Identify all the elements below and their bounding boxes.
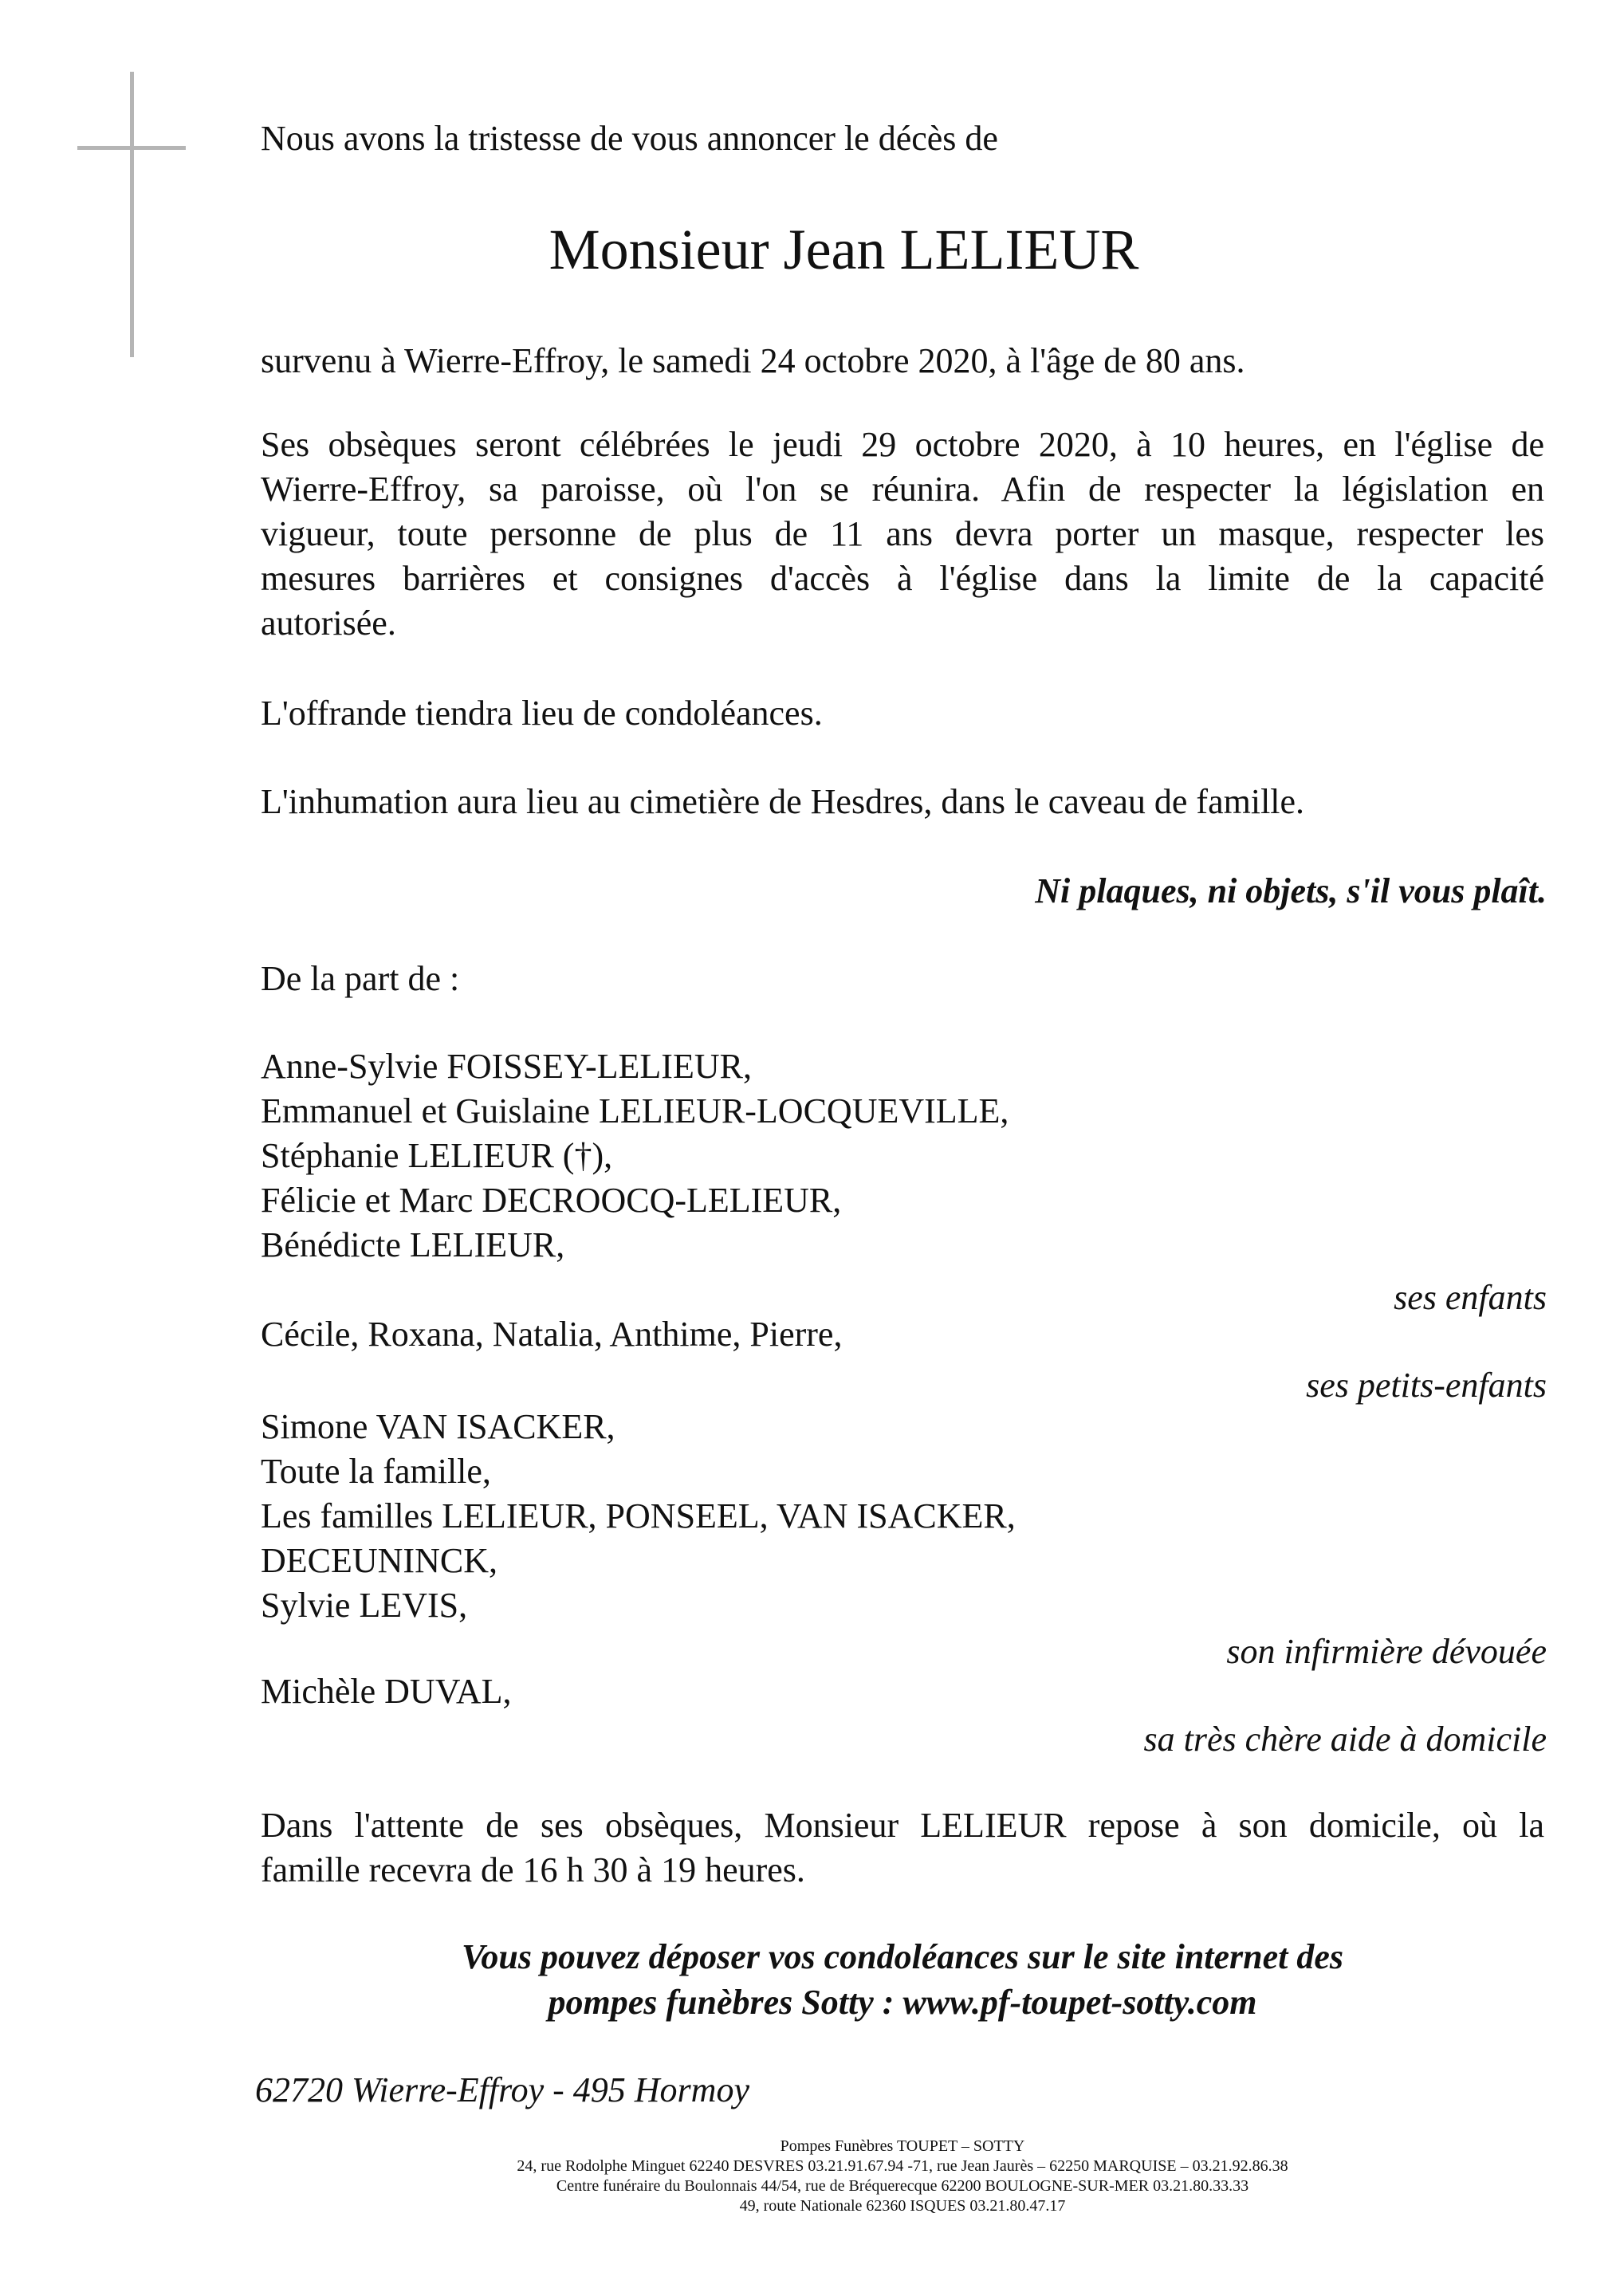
helper-name: Michèle DUVAL, xyxy=(261,1672,512,1711)
from-label: De la part de : xyxy=(261,959,460,998)
footer-line: 49, route Nationale 62360 ISQUES 03.21.80.47.17 xyxy=(739,2197,1066,2215)
family-member: Toute la famille, xyxy=(261,1452,491,1491)
child-name: Anne-Sylvie FOISSEY-LELIEUR, xyxy=(261,1047,752,1086)
death-info: survenu à Wierre-Effroy, le samedi 24 octobre 2020, à l'âge de 80 ans. xyxy=(261,341,1245,380)
footer-line: Pompes Funèbres TOUPET – SOTTY xyxy=(780,2137,1025,2155)
wake-line: famille recevra de 16 h 30 à 19 heures. xyxy=(261,1850,805,1889)
children-label: ses enfants xyxy=(1394,1278,1547,1317)
family-member: Sylvie LEVIS, xyxy=(261,1586,468,1625)
child-name: Bénédicte LELIEUR, xyxy=(261,1225,565,1264)
cross-icon-horizontal xyxy=(77,146,186,150)
grandchildren-names: Cécile, Roxana, Natalia, Anthime, Pierre, xyxy=(261,1315,843,1354)
address: 62720 Wierre-Effroy - 495 Hormoy xyxy=(255,2070,749,2109)
funeral-line: Wierre-Effroy, sa paroisse, où l'on se réunira. Afin de respecter la législation en xyxy=(261,470,1544,509)
wake-line: Dans l'attente de ses obsèques, Monsieur LELIEUR repose à son domicile, où la xyxy=(261,1806,1544,1845)
family-member: Les familles LELIEUR, PONSEEL, VAN ISACKER, xyxy=(261,1496,1016,1535)
helper-label: sa très chère aide à domicile xyxy=(1143,1720,1547,1759)
nurse-label: son infirmière dévouée xyxy=(1226,1632,1547,1671)
grandchildren-label: ses petits-enfants xyxy=(1306,1366,1547,1405)
intro-text: Nous avons la tristesse de vous annoncer le décès de xyxy=(261,119,998,158)
wake-paragraph xyxy=(261,1803,1544,1893)
child-name: Emmanuel et Guislaine LELIEUR-LOCQUEVILLE, xyxy=(261,1091,1009,1130)
family-member: Simone VAN ISACKER, xyxy=(261,1407,615,1446)
deceased-name: Monsieur Jean LELIEUR xyxy=(549,218,1139,281)
funeral-line: mesures barrières et consignes d'accès à l'église dans la limite de la capacité xyxy=(261,559,1544,598)
offering-text: L'offrande tiendra lieu de condoléances. xyxy=(261,694,823,733)
condolences-line: Vous pouvez déposer vos condoléances sur le site internet des xyxy=(461,1937,1344,1976)
burial-text: L'inhumation aura lieu au cimetière de Hesdres, dans le caveau de famille. xyxy=(261,782,1305,821)
no-flowers-notice: Ni plaques, ni objets, s'il vous plaît. xyxy=(1035,871,1547,910)
funeral-line: vigueur, toute personne de plus de 11 ans devra porter un masque, respecter les xyxy=(261,514,1544,553)
child-name: Stéphanie LELIEUR (†), xyxy=(261,1136,613,1175)
footer-line: Centre funéraire du Boulonnais 44/54, rue de Bréquerecque 62200 BOULOGNE-SUR-MER 03.21.80.33.33 xyxy=(556,2177,1249,2195)
funeral-line: autorisée. xyxy=(261,603,396,643)
child-name: Félicie et Marc DECROOCQ-LELIEUR, xyxy=(261,1181,842,1220)
footer-line: 24, rue Rodolphe Minguet 62240 DESVRES 03.21.91.67.94 -71, rue Jean Jaurès – 62250 MARQUISE – 03.21.92.86.38 xyxy=(517,2157,1288,2175)
funeral-paragraph xyxy=(261,423,1544,646)
family-member: DECEUNINCK, xyxy=(261,1541,497,1580)
condolences-line: pompes funèbres Sotty : www.pf-toupet-sotty.com xyxy=(548,1983,1257,2022)
funeral-line: Ses obsèques seront célébrées le jeudi 29 octobre 2020, à 10 heures, en l'église de xyxy=(261,425,1544,464)
